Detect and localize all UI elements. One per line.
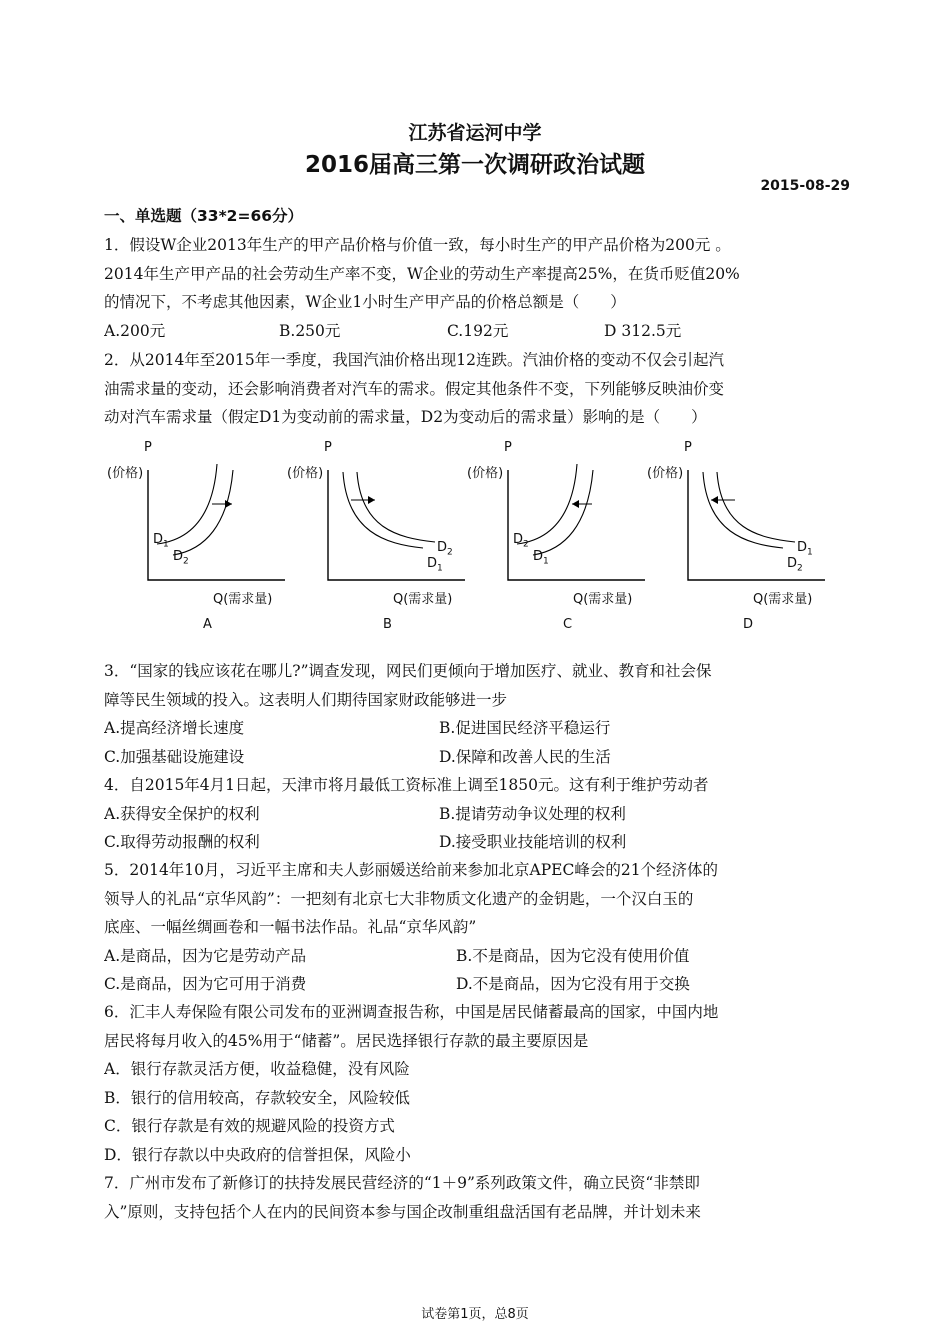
curve-label: $D_1$: [153, 532, 169, 550]
graph-letter: B: [383, 617, 392, 632]
q-axis-label: Q(需求量): [393, 592, 453, 607]
p-axis-sub-label: (价格): [287, 466, 324, 481]
option-d: D.不是商品，因为它没有用于交换: [456, 975, 690, 993]
question-text-line: 5．2014年10月，习近平主席和夫人彭丽媛送给前来参加北京APEC峰会的21个经济体的: [104, 861, 719, 879]
question-text-line: 2014年生产甲产品的社会劳动生产率不变，W企业的劳动生产率提高25%，在货币贬值20%: [104, 264, 740, 283]
option-c: C.是商品，因为它可用于消费: [104, 975, 307, 993]
demand-curve: [717, 472, 795, 542]
option-c: C.加强基础设施建设: [104, 747, 245, 766]
question-text-line: 领导人的礼品“京华风韵”：一把刻有北京七大非物质文化遗产的金钥匙，一个汉白玉的: [104, 889, 694, 908]
q-axis-label: Q(需求量): [573, 592, 633, 607]
question-text-line: 障等民生领域的投入。这表明人们期待国家财政能够进一步: [104, 690, 508, 709]
demand-curve: [357, 472, 435, 542]
options-row: [104, 743, 854, 772]
question-text-line: 油需求量的变动，还会影响消费者对汽车的需求。假定其他条件不变，下列能够反映油价变: [104, 379, 725, 398]
q-axis-label: Q(需求量): [753, 592, 813, 607]
page-footer: 试卷第1页，总8页: [421, 1307, 529, 1322]
question-6: [104, 998, 854, 1169]
question-text-line: 底座、一幅丝绸画卷和一幅书法作品。礼品“京华风韵”: [104, 918, 477, 936]
p-axis-sub-label: (价格): [107, 466, 144, 481]
option-b: B．银行的信用较高，存款较安全，风险较低: [104, 1088, 410, 1107]
option-a: A.200元: [104, 321, 166, 340]
options-row: [104, 970, 854, 999]
question-5: [104, 856, 854, 999]
graph-letter: D: [743, 617, 754, 632]
question-text-line: 2．从2014年至2015年一季度，我国汽油价格出现12连跌。汽油价格的变动不仅会引起汽: [104, 351, 724, 369]
option-b: B.促进国民经济平稳运行: [439, 719, 611, 737]
arrow-head: [225, 500, 232, 508]
question-text-line: 动对汽车需求量（假定D1为变动前的需求量，D2为变动后的需求量）影响的是（ ）: [104, 408, 707, 426]
p-axis-label: P: [684, 440, 692, 455]
options-row: [104, 317, 854, 346]
demand-curve-graphs: [95, 432, 855, 637]
options-row: [104, 942, 854, 971]
arrow-head: [711, 496, 718, 504]
option-b: B.不是商品，因为它没有使用价值: [456, 946, 690, 965]
question-text-line: 入”原则，支持包括个人在内的民间资本参与国企改制重组盘活国有老品牌，并计划未来: [104, 1202, 701, 1221]
option-b: B.250元: [279, 321, 341, 340]
question-7: [104, 1169, 854, 1226]
question-1: [104, 231, 854, 345]
option-d: D 312.5元: [604, 321, 682, 340]
option-a: A．银行存款灵活方便，收益稳健，没有风险: [104, 1060, 410, 1078]
q-axis-label: Q(需求量): [213, 592, 273, 607]
question-3: [104, 657, 854, 771]
question-text-line: 6．汇丰人寿保险有限公司发布的亚洲调查报告称，中国是居民储蓄最高的国家，中国内地: [104, 1003, 719, 1021]
axes: [688, 470, 825, 580]
demand-curve: [533, 470, 593, 555]
graph-d: [635, 432, 815, 637]
curve-label: $D_2$: [437, 540, 453, 558]
demand-curve: [703, 472, 783, 548]
options-row: [104, 800, 854, 829]
arrow-head: [572, 500, 579, 508]
p-axis-label: P: [504, 440, 512, 455]
graph-c: [455, 432, 635, 637]
graph-b: [275, 432, 455, 637]
school-name: 江苏省运河中学: [408, 122, 542, 144]
question-4: [104, 771, 854, 857]
question-text-line: 7．广州市发布了新修订的扶持发展民营经济的“1＋9”系列政策文件，确立民资“非禁即: [104, 1174, 700, 1192]
option-d: D．银行存款以中央政府的信誉担保，风险小: [104, 1145, 411, 1164]
question-2: [104, 346, 854, 432]
p-axis-sub-label: (价格): [467, 466, 504, 481]
option-d: D.保障和改善人民的生活: [439, 747, 611, 766]
curve-label: $D_1$: [427, 556, 443, 574]
section-heading: 一、单选题（33*2=66分）: [104, 207, 304, 225]
question-text-line: 居民将每月收入的45%用于“储蓄”。居民选择银行存款的最主要原因是: [104, 1031, 589, 1050]
axes: [328, 470, 465, 580]
exam-title: 2016届高三第一次调研政治试题: [304, 152, 645, 178]
question-text-line: 3．“国家的钱应该花在哪儿?”调查发现，网民们更倾向于增加医疗、就业、教育和社会保: [104, 662, 712, 680]
demand-curve: [173, 470, 233, 555]
curve-label: $D_2$: [173, 549, 189, 567]
option-b: B.提请劳动争议处理的权利: [439, 804, 626, 823]
question-text-line: 4．自2015年4月1日起，天津市将月最低工资标准上调至1850元。这有利于维护劳动者: [104, 776, 709, 794]
options-row: [104, 714, 854, 743]
option-a: A.是商品，因为它是劳动产品: [104, 946, 307, 965]
options-row: [104, 828, 854, 857]
graph-letter: C: [563, 617, 573, 632]
exam-date: 2015-08-29: [760, 178, 850, 194]
option-c: C.192元: [447, 321, 509, 340]
question-text-line: 的情况下，不考虑其他因素，W企业1小时生产甲产品的价格总额是（ ）: [104, 293, 626, 311]
option-a: A.获得安全保护的权利: [104, 804, 260, 823]
arrow-head: [368, 496, 375, 504]
curve-label: $D_1$: [797, 540, 813, 558]
p-axis-label: P: [144, 440, 152, 455]
axes: [508, 470, 645, 580]
option-d: D.接受职业技能培训的权利: [439, 833, 627, 851]
graph-letter: A: [203, 617, 212, 632]
curve-label: $D_1$: [533, 549, 549, 567]
option-c: C.取得劳动报酬的权利: [104, 833, 260, 851]
p-axis-sub-label: (价格): [647, 466, 684, 481]
curve-label: $D_2$: [787, 556, 803, 574]
p-axis-label: P: [324, 440, 332, 455]
option-c: C．银行存款是有效的规避风险的投资方式: [104, 1117, 395, 1135]
question-text-line: 1．假设W企业2013年生产的甲产品价格与价值一致，每小时生产的甲产品价格为200元 。: [104, 236, 731, 254]
graph-a: [95, 432, 275, 637]
axes: [148, 470, 285, 580]
option-a: A.提高经济增长速度: [104, 719, 245, 737]
demand-curve: [343, 472, 423, 548]
curve-label: $D_2$: [513, 532, 529, 550]
